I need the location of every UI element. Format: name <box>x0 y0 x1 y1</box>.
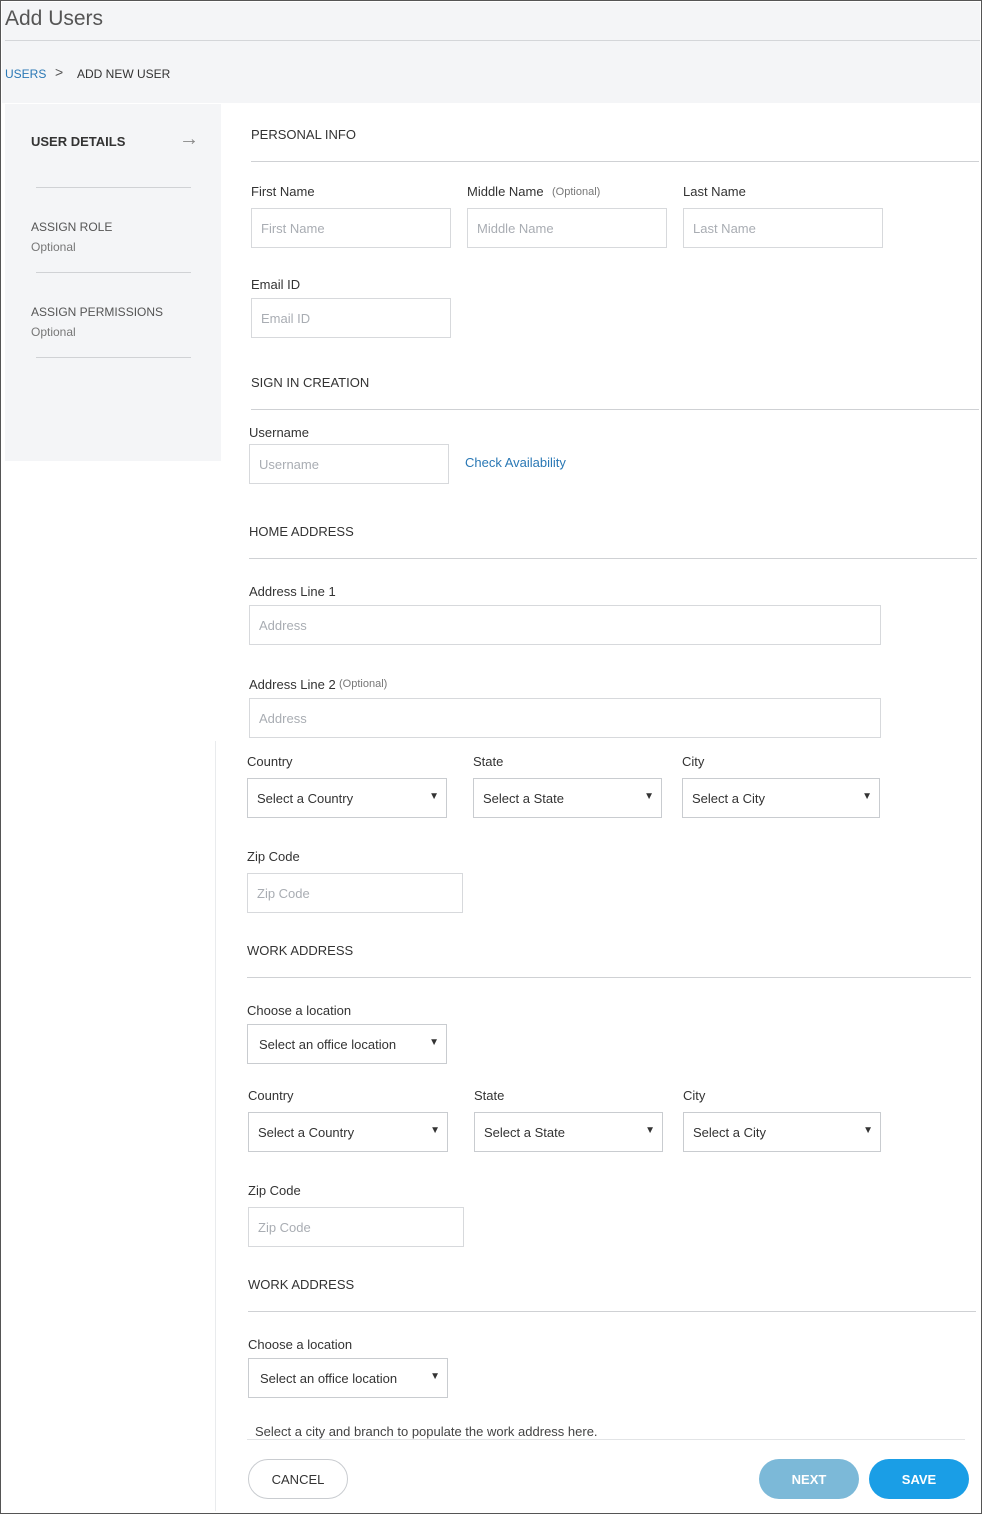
sidebar-step-user-details[interactable]: USER DETAILS <box>31 134 126 149</box>
caret-down-icon: ▼ <box>645 1125 655 1136</box>
address-line2-input[interactable] <box>249 698 881 738</box>
home-state-select[interactable] <box>473 778 662 818</box>
email-label: Email ID <box>251 277 301 292</box>
address-line1-label: Address Line 1 <box>249 584 336 599</box>
state-label: State <box>473 754 504 769</box>
sidebar-divider <box>36 272 191 273</box>
sidebar-divider <box>36 187 191 188</box>
section-title-work-address-2: WORK ADDRESS <box>248 1277 355 1292</box>
work-zip-input[interactable] <box>248 1207 464 1247</box>
last-name-input[interactable] <box>683 208 883 248</box>
select-value: Select an office location <box>259 1037 397 1052</box>
section-title-personal-info: PERSONAL INFO <box>251 127 356 142</box>
state-label: State <box>474 1088 505 1103</box>
first-name-input[interactable] <box>251 208 451 248</box>
check-availability-link[interactable]: Check Availability <box>465 455 566 470</box>
country-label: Country <box>247 754 293 769</box>
section-title-work-address: WORK ADDRESS <box>247 943 354 958</box>
sidebar-step-assign-role[interactable]: ASSIGN ROLE <box>31 220 113 234</box>
section-divider <box>249 558 977 559</box>
home-city-select[interactable] <box>682 778 880 818</box>
section-divider <box>248 1311 976 1312</box>
select-value: Select a State <box>484 1125 565 1140</box>
select-value: Select a Country <box>257 791 354 806</box>
caret-down-icon: ▼ <box>429 1037 439 1048</box>
home-zip-input[interactable] <box>247 873 463 913</box>
middle-name-optional: (Optional) <box>552 186 601 198</box>
sidebar-step-assign-permissions[interactable]: ASSIGN PERMISSIONS <box>31 305 164 319</box>
first-name-label: First Name <box>251 184 315 199</box>
zip-code-label: Zip Code <box>248 1183 301 1198</box>
username-input[interactable] <box>249 444 449 484</box>
select-value: Select a Country <box>258 1125 355 1140</box>
page-title: Add Users <box>5 7 104 30</box>
country-label: Country <box>248 1088 294 1103</box>
caret-down-icon: ▼ <box>429 791 439 802</box>
content-divider <box>215 741 216 1511</box>
work-location-select-2[interactable] <box>248 1358 448 1398</box>
work-address-hint: Select a city and branch to populate the work address here. <box>255 1424 598 1439</box>
section-divider <box>251 161 979 162</box>
city-label: City <box>682 754 705 769</box>
last-name-label: Last Name <box>683 184 746 199</box>
sidebar-step-optional: Optional <box>31 240 76 254</box>
caret-down-icon: ▼ <box>863 1125 873 1136</box>
address-line2-label: Address Line 2 <box>249 677 336 692</box>
email-input[interactable] <box>251 298 451 338</box>
work-state-select[interactable] <box>474 1112 663 1152</box>
footer-divider <box>247 1439 965 1440</box>
zip-code-label: Zip Code <box>247 849 300 864</box>
work-city-select[interactable] <box>683 1112 881 1152</box>
sidebar-step-optional: Optional <box>31 325 76 339</box>
section-title-home-address: HOME ADDRESS <box>249 524 354 539</box>
sidebar-divider <box>36 357 191 358</box>
select-value: Select an office location <box>260 1371 398 1386</box>
address-line1-input[interactable] <box>249 605 881 645</box>
section-divider <box>247 977 971 978</box>
header-bar <box>2 2 980 103</box>
choose-location-label: Choose a location <box>247 1003 352 1018</box>
cancel-button[interactable]: CANCEL <box>248 1459 348 1499</box>
section-divider <box>251 409 979 410</box>
breadcrumb-current: ADD NEW USER <box>77 67 171 81</box>
breadcrumb-users-link[interactable]: USERS <box>5 67 47 81</box>
caret-down-icon: ▼ <box>644 791 654 802</box>
username-label: Username <box>249 425 309 440</box>
city-label: City <box>683 1088 706 1103</box>
save-button[interactable]: SAVE <box>869 1459 969 1499</box>
choose-location-label: Choose a location <box>248 1337 353 1352</box>
home-country-select[interactable] <box>247 778 447 818</box>
section-title-sign-in: SIGN IN CREATION <box>251 375 370 390</box>
caret-down-icon: ▼ <box>430 1125 440 1136</box>
sidebar <box>5 104 221 461</box>
middle-name-label: Middle Name <box>467 184 544 199</box>
select-value: Select a State <box>483 791 564 806</box>
chevron-right-icon: > <box>55 64 64 80</box>
address-line2-optional: (Optional) <box>339 678 388 690</box>
select-value: Select a City <box>693 1125 766 1140</box>
work-country-select[interactable] <box>248 1112 448 1152</box>
arrow-right-icon: → <box>179 128 199 150</box>
title-divider <box>5 40 980 41</box>
caret-down-icon: ▼ <box>862 791 872 802</box>
select-value: Select a City <box>692 791 765 806</box>
caret-down-icon: ▼ <box>430 1371 440 1382</box>
next-button[interactable]: NEXT <box>759 1459 859 1499</box>
middle-name-input[interactable] <box>467 208 667 248</box>
work-location-select[interactable] <box>247 1024 447 1064</box>
